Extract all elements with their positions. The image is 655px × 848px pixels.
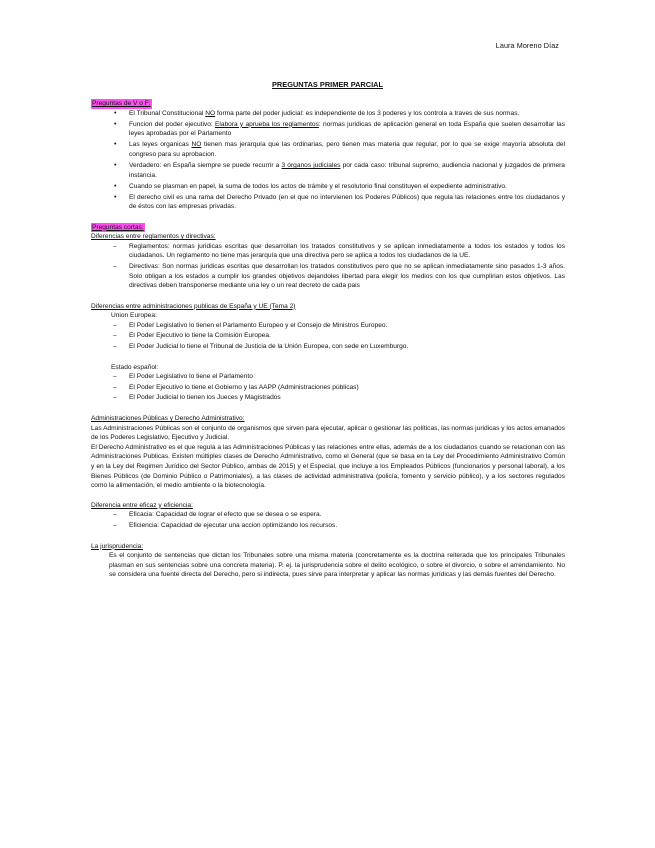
item-text: Las leyes organicas <box>129 141 192 149</box>
item-text: Verdadero: en España siempre se puede recurrir a <box>129 162 282 170</box>
list-item: – Directivas: Son normas juridicas escritas que desarrollan los tratados constitutivos pero que no se aplican inmediatamente sino pasados 1-3 años. Solo obligan a los estados a cumplir los grandes objetivos dejandoles libertad para elegir los medios con los que cumplirian estos objetivos. Las directivas deben transponerse mediante una ley o un real decreto de cada pais <box>129 262 565 291</box>
list-item <box>129 161 565 180</box>
list-item: – El Poder Ejecutivo lo tiene el Gobierno y las AAPP (Administraciones públicas) <box>129 383 565 393</box>
author-name: Laura Moreno Díaz <box>495 41 559 50</box>
reglamentos-list <box>91 242 565 291</box>
list-item <box>129 109 565 119</box>
es-label: Estado español: <box>111 363 159 371</box>
item-text: por cada caso: tribunal supremo, audiencia nacional y juzgados de primera instancia. <box>129 162 565 179</box>
list-item: – Eficiencia: Capacidad de ejecutar una accion optimizando los recursos. <box>129 521 565 531</box>
item-text: Cuando se plasman en papel, la suma de todos los actos de trámite y el resolutorio final constituyen el expediente administrativo. <box>129 182 507 190</box>
derecho-paragraph-1: Las Administraciones Públicas son el conjunto de organismos que sirven para ejecutar, aplicar o gestionar las políticas, las normas juridicas y los actos emanados de los Poderes Legislativo, Ejecutivo y Judicial. <box>91 424 565 442</box>
list-item: – Reglamentos: normas juridicas escritas que desarrollan los tratados constitutivos y se aplican inmediatamente a todos los estados y todos los ciudadanos. Un reglamento no tiene mas jerarquía que una directiva pero se aplica a todos los ciudadanos de la UE. <box>129 242 565 261</box>
item-emphasis: 3 órganos judiciales <box>281 162 341 170</box>
derecho-heading: Administraciones Públicas y Derecho Administrativo: <box>91 415 245 423</box>
list-item <box>129 140 565 159</box>
item-emphasis: Elabora y aprueba los reglamentos <box>214 120 319 128</box>
short-questions-section <box>91 223 565 580</box>
item-emphasis: NO <box>205 109 216 117</box>
item-emphasis: NO <box>191 141 202 149</box>
item-text: El derecho civil es una rama del Derecho Privado (en el que no intervienen los Poderes Públicos) que regula las relaciones entre los ciudadanos y de éstos con las empresas privadas. <box>129 193 565 211</box>
vf-list <box>91 109 565 212</box>
vf-heading: Preguntas de V o F: <box>92 100 151 107</box>
document-body <box>91 99 565 580</box>
list-item <box>129 182 565 192</box>
list-item: – El Poder Legislativo lo tiene el Parlamento <box>129 372 565 382</box>
vf-section <box>91 99 565 212</box>
ue-list <box>91 321 565 352</box>
item-text: El Tribunal Constitucional <box>129 109 206 117</box>
jurisprudencia-paragraph: Es el conjunto de sentencias que dictan los Tribunales sobre una misma materia (concretamente es la doctrina reiterada que los principales Tribunales plasman en sus sentencias sobre una concreta materia). P. ej. la jurisprudencia sobre el delito ecológico, o sobre el divorcio, o sobre el arrendamiento. No se considera una fuente directa del Derecho, pero si indirecta, pues sirve para interpretar y aplicar las normas jurídicas y las demás fuentes del Derecho. <box>109 552 565 579</box>
ue-label: Union Europea: <box>111 312 157 320</box>
list-item <box>129 193 565 212</box>
list-item: – El Poder Judicial lo tienen los Jueces y Magistrados <box>129 393 565 403</box>
list-item <box>129 120 565 139</box>
page-title: PREGUNTAS PRIMER PARCIAL <box>272 80 383 89</box>
reglamentos-heading: Diferencias entre reglamentos y directivas: <box>91 233 216 241</box>
list-item: – El Poder Ejecutivo lo tiene la Comisión Europea. <box>129 331 565 341</box>
item-text: Funcion del poder ejecutivo: <box>129 120 215 128</box>
jurisprudencia-heading: La jurisprudencia: <box>91 542 144 550</box>
list-item: – Eficacia: Capacidad de lograr el efecto que se desea o se espera. <box>129 510 565 520</box>
short-questions-heading: Preguntas cortas: <box>92 223 144 231</box>
list-item: – El Poder Legislativo lo tienen el Parlamento Europeo y el Consejo de Ministros Europeo. <box>129 321 565 331</box>
list-item: – El Poder Judicial lo tiene el Tribunal de Justicia de la Unión Europea, con sede en Luxemburgo. <box>129 342 565 352</box>
item-text: forma parte del poder judicial: es independiente de los 3 poderes y los controla a traves de sus normas. <box>215 109 520 117</box>
item-text: : normas juridicas de aplicación general en toda España que suelen desarrollar las leyes aprobadas por el Parlamento <box>129 120 565 138</box>
derecho-paragraph-2: El Derecho Administrativo es el que regula a las Administraciones Públicas y las relaciones entre ellas, además de a los ciudadanos cuando se relacionan con las Administraciones Publicas. Existen múltiples clases de Derecho Administrativo, como el General (que se basa en la Ley del Procedimiento Administrativo Común y en la Ley del Regimen Jurídico del Sector Público, ambas de 2015) y el Especial, que incluye a los Empleados Públicos (funcionarios y personal laboral), a los Bienes Públicos (de Dominio Público o Patrimoniales), a las clases de actividad administrativa (policía, fomento y servicio público), y a los sectores regulados como la alimentación, el medio ambiente o la biotecnología. <box>91 443 565 490</box>
item-text: tienen mas jerarquía que las ordinarias, pero tienen mas materia que regular, por lo que se exige mayoría absoluta del congreso para su aprobacion. <box>129 141 565 158</box>
eficaz-list <box>91 510 565 530</box>
eficaz-heading: Diferencia entre eficaz y eficiencia: <box>91 501 193 509</box>
admin-heading: Diferencias entre administraciones publicas de España y UE (Tema 2) <box>91 302 296 310</box>
es-list <box>91 372 565 403</box>
